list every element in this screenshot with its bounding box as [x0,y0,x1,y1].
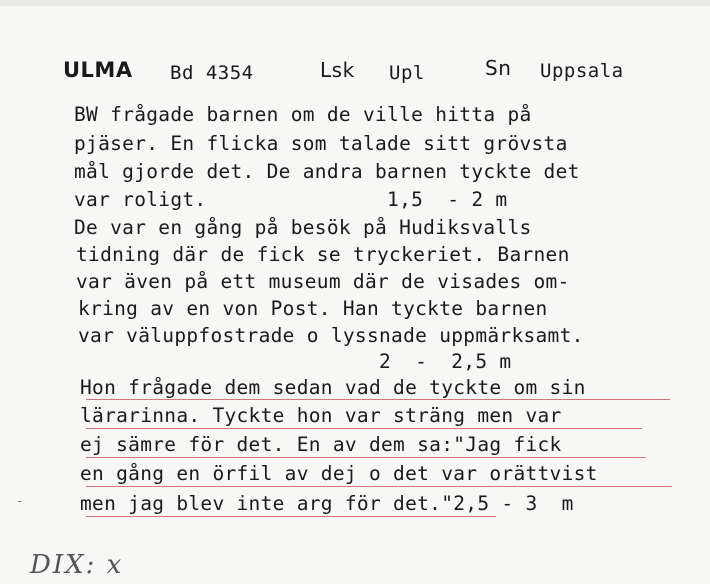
text-line: De var en gång på besök på Hudiksvalls [74,216,532,239]
lsk-value: Upl [389,62,425,84]
text-line: tidning där de fick se tryckeriet. Barnen [76,243,570,266]
text-line: kring av en von Post. Han tyckte barnen [78,297,548,320]
card-top-edge [0,0,710,6]
sn-value: Uppsala [540,60,624,82]
red-underline [86,486,672,487]
text-line: var roligt. 1,5 - 2 m [74,188,508,211]
red-underline [86,399,670,400]
record-number: Bd 4354 [170,62,254,84]
text-line: var väluppfostrade o lyssnade uppmärksamt. [78,324,584,347]
handwritten-note: DIX: x [30,550,124,580]
text-line: Hon frågade dem sedan vad de tyckte om sin [80,376,586,399]
red-underline [86,428,642,429]
text-line: pjäser. En flicka som talade sitt grövsta [74,132,568,155]
sn-label: Sn [485,56,512,80]
archive-name: ULMA [63,58,133,82]
red-underline [86,457,646,458]
text-line: BW frågade barnen om de ville hitta på [74,103,532,126]
lsk-label: Lsk [320,58,355,82]
text-line: en gång en örfil av dej o det var orättvist [80,462,598,485]
text-line: 2 - 2,5 m [78,350,512,373]
text-line: var även på ett museum där de visades om- [76,270,570,293]
text-line: ej sämre för det. En av dem sa:"Jag fick [80,433,562,456]
text-line: lärarinna. Tyckte hon var sträng men var [80,404,562,427]
margin-mark: - [16,494,24,508]
red-underline [86,516,496,517]
text-line: men jag blev inte arg för det."2,5 - 3 m [80,492,574,515]
text-line: mål gjorde det. De andra barnen tyckte det [74,160,580,183]
